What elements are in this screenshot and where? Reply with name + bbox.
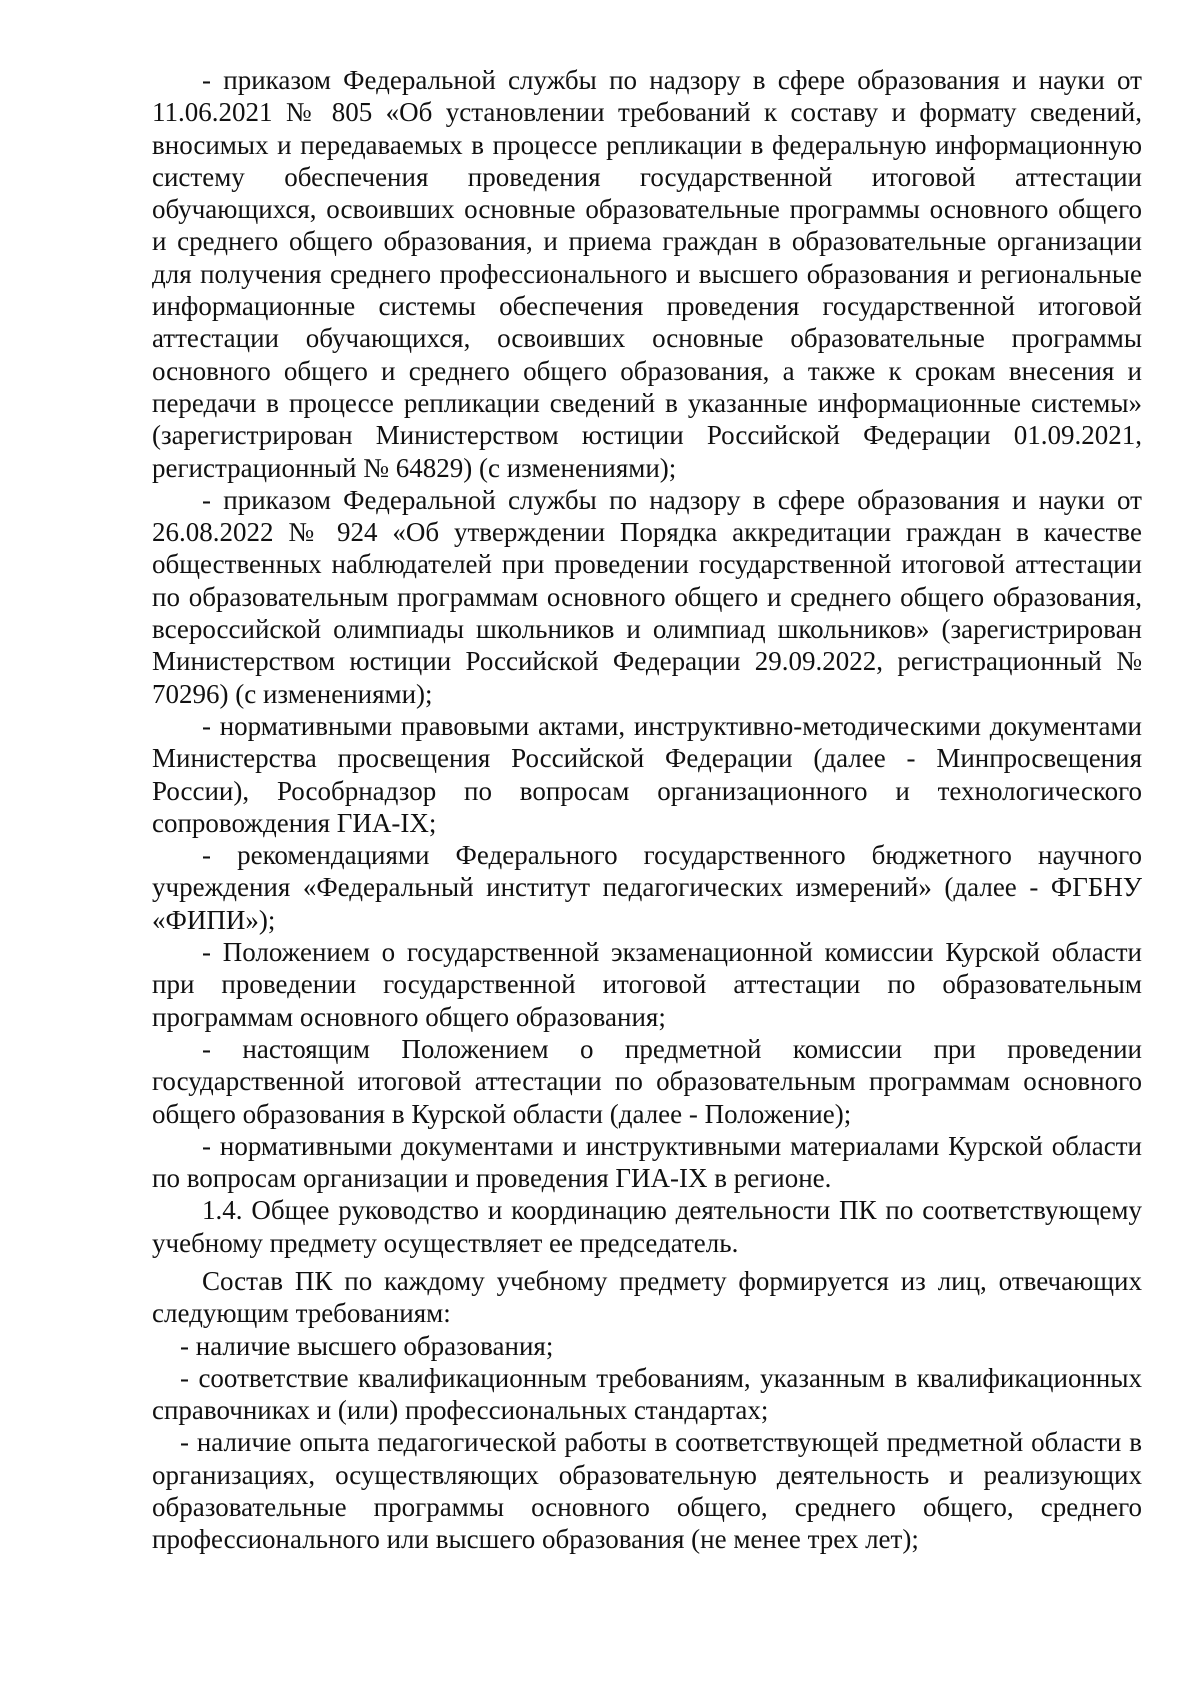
list-item: - рекомендациями Федерального государственного бюджетного научного учреждения «Федеральный институт педагогических измерений» (далее - ФГБНУ «ФИПИ»); bbox=[152, 840, 1142, 935]
list-item: - нормативными правовыми актами, инструктивно-методическими документами Министерства просвещения Российской Федерации (далее - Минпросвещения России), Рособрнадзор по вопросам организационного и технологического сопровождения ГИА-IX; bbox=[152, 710, 1142, 838]
document-page bbox=[152, 64, 1142, 1556]
requirement-item: - наличие опыта педагогической работы в соответствующей предметной области в организациях, осуществляющих образовательную деятельность и реализующих образовательные программы основного общего, среднего общего, среднего профессионального или высшего образования (не менее трех лет); bbox=[152, 1427, 1142, 1555]
list-item: - Положением о государственной экзаменационной комиссии Курской области при проведении государственной итоговой аттестации по образовательным программам основного общего образования; bbox=[152, 937, 1142, 1032]
list-item: - нормативными документами и инструктивными материалами Курской области по вопросам организации и проведения ГИА-IX в регионе. bbox=[152, 1130, 1142, 1194]
list-item: - настоящим Положением о предметной комиссии при проведении государственной итоговой аттестации по образовательным программам основного общего образования в Курской области (далее - Положение); bbox=[152, 1033, 1142, 1129]
requirement-item: - наличие высшего образования; bbox=[180, 1330, 554, 1361]
requirement-item: - соответствие квалификационным требованиям, указанным в квалификационных справочниках и (или) профессиональных стандартах; bbox=[152, 1362, 1142, 1426]
list-item: - приказом Федеральной службы по надзору в сфере образования и науки от 11.06.2021 № 805 «Об установлении требований к составу и формату сведений, вносимых и передаваемых в процессе репликации в федеральную информационную систему обеспечения проведения государственной итоговой аттестации обучающихся, освоивших основные образовательные программы основного общего и среднего общего образования, и приема граждан в образовательные организации для получения среднего профессионального и высшего образования и региональные информационные системы обеспечения проведения государственной итоговой аттестации обучающихся, освоивших основные образовательные программы основного общего и среднего общего образования, а также к срокам внесения и передачи в процессе репликации сведений в указанные информационные системы» (зарегистрирован Министерством юстиции Российской Федерации 01.09.2021, регистрационный № 64829) (с изменениями); bbox=[152, 65, 1142, 483]
clause-paragraph: 1.4. Общее руководство и координацию деятельности ПК по соответствующему учебному предмету осуществляет ее председатель. bbox=[152, 1195, 1142, 1258]
body-paragraph: Состав ПК по каждому учебному предмету формируется из лиц, отвечающих следующим требованиям: bbox=[152, 1265, 1142, 1329]
list-item: - приказом Федеральной службы по надзору в сфере образования и науки от 26.08.2022 № 924 «Об утверждении Порядка аккредитации граждан в качестве общественных наблюдателей при проведении государственной итоговой аттестации по образовательным программам основного общего и среднего общего образования, всероссийской олимпиады школьников и олимпиад школьников» (зарегистрирован Министерством юстиции Российской Федерации 29.09.2022, регистрационный № 70296) (с изменениями); bbox=[152, 484, 1142, 709]
